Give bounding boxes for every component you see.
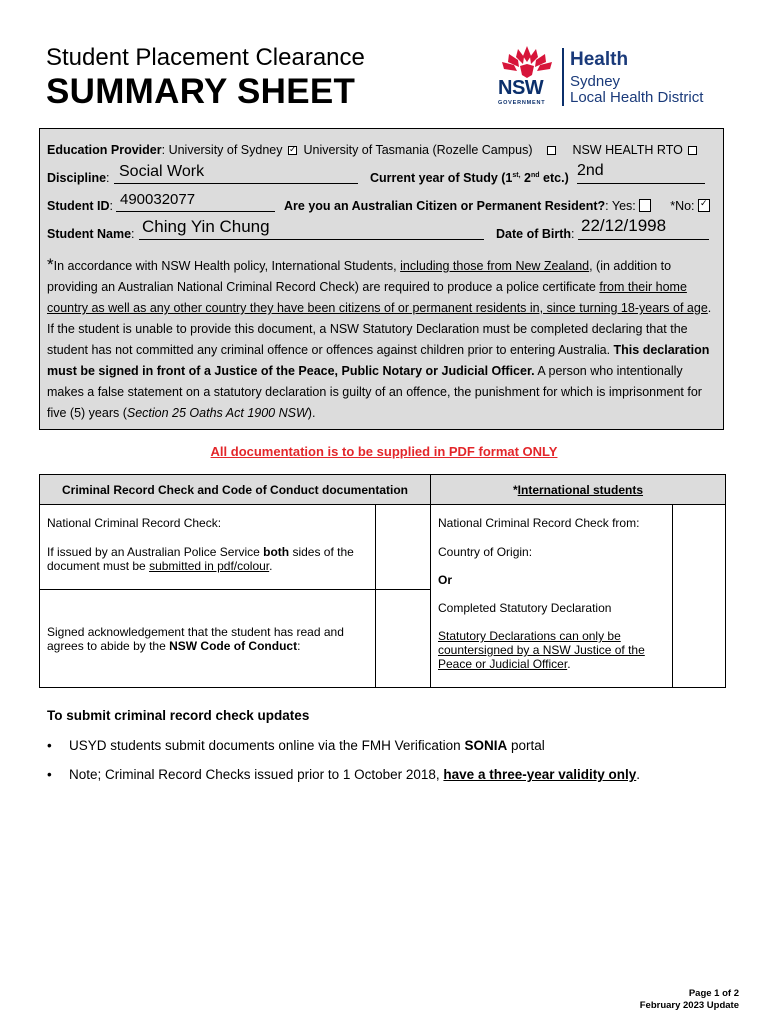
policy-text-4: A person who intentionally makes a false statement on a statutory declaration is guilty of an offence, the punishment for which is imprisonment for five (5) years ( bbox=[47, 364, 702, 420]
student-id-label: Student ID bbox=[47, 199, 110, 213]
government-wordmark: GOVERNMENT bbox=[498, 100, 546, 106]
intl-or: Or bbox=[438, 573, 453, 587]
dob-line bbox=[578, 239, 709, 240]
student-id-row: Student ID: bbox=[47, 199, 113, 213]
student-name-line bbox=[139, 239, 484, 240]
year-label-mid: 2 bbox=[520, 171, 531, 185]
title-line-1: Student Placement Clearance bbox=[46, 44, 365, 71]
submit-list bbox=[47, 738, 640, 796]
bullet-2-text-2: . bbox=[636, 767, 641, 782]
header-international bbox=[431, 475, 726, 505]
discipline-line bbox=[114, 183, 358, 184]
year-line bbox=[577, 183, 705, 184]
ncrc-text-1: If issued by an Australian Police Service bbox=[47, 545, 264, 559]
validity-note: have a three-year validity only bbox=[443, 767, 637, 782]
policy-underline-home-country: from their home country as well as any other country they have been citizens of or permanent residents in, since turning 18-years of age bbox=[47, 280, 708, 315]
page-number: Page 1 of 2 bbox=[688, 988, 739, 999]
ncrc-bold: both bbox=[263, 545, 290, 559]
year-sup-2: nd bbox=[531, 171, 540, 179]
provider-usyd-checkbox[interactable] bbox=[288, 146, 297, 155]
dob-label: Date of Birth bbox=[496, 227, 571, 241]
conduct-cell bbox=[40, 590, 376, 688]
year-label-pre: Current year of Study (1 bbox=[370, 171, 513, 185]
policy-text-5: ). bbox=[307, 406, 316, 420]
year-sup-1: st, bbox=[512, 171, 521, 179]
intl-stat-end: . bbox=[567, 657, 571, 671]
documentation-table bbox=[39, 474, 726, 688]
citizen-yes-checkbox[interactable] bbox=[639, 199, 651, 212]
policy-text-2: , (in addition to providing an Australian National Criminal Record Check) are required to produce a police certificate bbox=[47, 259, 672, 294]
intl-stat-dec: Completed Statutory Declaration bbox=[438, 601, 612, 615]
citizen-yes-label: Yes: bbox=[611, 199, 636, 213]
year-of-study-field[interactable]: 2nd bbox=[577, 162, 604, 179]
list-item bbox=[47, 767, 640, 783]
year-label-post: etc.) bbox=[539, 171, 569, 185]
update-date: February 2023 Update bbox=[639, 1000, 739, 1011]
nsw-wordmark: NSW bbox=[498, 77, 544, 99]
header-criminal-record: Criminal Record Check and Code of Conduct documentation bbox=[40, 475, 431, 505]
sonia-portal: SONIA bbox=[464, 738, 508, 753]
student-id-field[interactable]: 490032077 bbox=[120, 191, 196, 208]
policy-underline-nz: including those from New Zealand bbox=[400, 259, 590, 273]
header-international-star: * bbox=[513, 482, 518, 497]
ncrc-instructions bbox=[47, 545, 368, 573]
discipline-field[interactable]: Social Work bbox=[119, 163, 205, 180]
dob-row: Date of Birth: bbox=[496, 227, 575, 241]
ncrc-text-3: . bbox=[269, 559, 273, 573]
discipline-label: Discipline bbox=[47, 171, 107, 185]
policy-paragraph bbox=[47, 254, 719, 424]
student-name-field[interactable]: Ching Yin Chung bbox=[142, 217, 270, 236]
education-provider-label: Education Provider bbox=[47, 143, 162, 157]
policy-bold-jp: This declaration must be signed in front of a Justice of the Peace, Public Notary or Judicial Officer. bbox=[47, 343, 710, 378]
citizen-no-label: *No: bbox=[670, 199, 695, 213]
ncrc-title: National Criminal Record Check: bbox=[47, 516, 222, 530]
citizen-row: Are you an Australian Citizen or Permanent Resident?: Yes: *No: ✓ bbox=[284, 199, 710, 213]
citizen-question: Are you an Australian Citizen or Permanent Resident? bbox=[284, 199, 606, 213]
ncrc-upload-cell[interactable] bbox=[376, 505, 431, 590]
district-line-2: Local Health District bbox=[570, 89, 704, 106]
conduct-bold: NSW Code of Conduct bbox=[169, 638, 298, 653]
intl-stat-note bbox=[438, 629, 665, 671]
provider-usyd-label: University of Sydney bbox=[168, 143, 283, 157]
page-title: SUMMARY SHEET bbox=[46, 72, 356, 111]
district-name bbox=[570, 74, 703, 106]
header-international-label: International students bbox=[517, 482, 644, 497]
student-id-line bbox=[116, 211, 275, 212]
table-header-row bbox=[40, 475, 726, 505]
provider-utas-label: University of Tasmania (Rozelle Campus) bbox=[303, 143, 533, 157]
intl-stat-underline: Statutory Declarations can only be countersigned by a NSW Justice of the Peace or Judicial Officer bbox=[438, 629, 645, 671]
page-footer bbox=[640, 988, 739, 1012]
international-upload-cell[interactable] bbox=[673, 505, 726, 688]
conduct-text-2: : bbox=[297, 638, 301, 653]
ncrc-underline: submitted in pdf/colour bbox=[149, 559, 270, 573]
ncrc-cell bbox=[40, 505, 376, 590]
health-wordmark: Health bbox=[570, 49, 629, 70]
bullet-1-text-1: USYD students submit documents online via the FMH Verification bbox=[69, 738, 465, 753]
student-name-row: Student Name: bbox=[47, 227, 135, 241]
dob-field[interactable]: 22/12/1998 bbox=[581, 216, 667, 235]
intl-country: Country of Origin: bbox=[438, 545, 533, 559]
waratah-icon bbox=[496, 44, 558, 80]
bullet-1-text-2: portal bbox=[507, 738, 545, 753]
conduct-text-1: Signed acknowledgement that the student has read and agrees to abide by the bbox=[47, 624, 344, 653]
ncrc-text-2: sides of the document must be bbox=[47, 545, 354, 573]
student-name-label: Student Name bbox=[47, 227, 132, 241]
conduct-text bbox=[40, 625, 375, 653]
table-row bbox=[40, 505, 726, 590]
policy-text-1: In accordance with NSW Health policy, International Students, bbox=[53, 259, 401, 273]
conduct-upload-cell[interactable] bbox=[376, 590, 431, 688]
education-provider-row: Education Provider: University of Sydney ✓ University of Tasmania (Rozelle Campus) NSW HEALTH RTO bbox=[47, 143, 700, 157]
pdf-format-note: All documentation is to be supplied in PDF format ONLY bbox=[210, 444, 558, 459]
provider-utas-checkbox[interactable] bbox=[547, 146, 556, 155]
policy-asterisk: * bbox=[47, 255, 54, 274]
citizen-no-checkbox[interactable] bbox=[698, 199, 710, 212]
year-of-study-label bbox=[370, 171, 569, 185]
discipline-row: Discipline: bbox=[47, 171, 110, 185]
policy-text-3: . If the student is unable to provide this document, a NSW Statutory Declaration must be completed declaring that the student has not committed any criminal offence or offences against children prior to entering Australia. bbox=[47, 301, 712, 357]
intl-title: National Criminal Record Check from: bbox=[438, 516, 640, 530]
policy-italic-act: Section 25 Oaths Act 1900 NSW bbox=[126, 406, 308, 420]
district-line-1: Sydney bbox=[570, 73, 621, 90]
international-cell bbox=[431, 505, 673, 688]
provider-rto-label: NSW HEALTH RTO bbox=[572, 143, 683, 157]
list-item bbox=[47, 738, 640, 754]
nsw-health-logo bbox=[496, 44, 728, 110]
provider-rto-checkbox[interactable] bbox=[688, 146, 697, 155]
logo-divider bbox=[562, 48, 564, 106]
submit-heading: To submit criminal record check updates bbox=[47, 708, 310, 723]
bullet-2-text-1: Note; Criminal Record Checks issued prior to 1 October 2018, bbox=[69, 767, 444, 782]
